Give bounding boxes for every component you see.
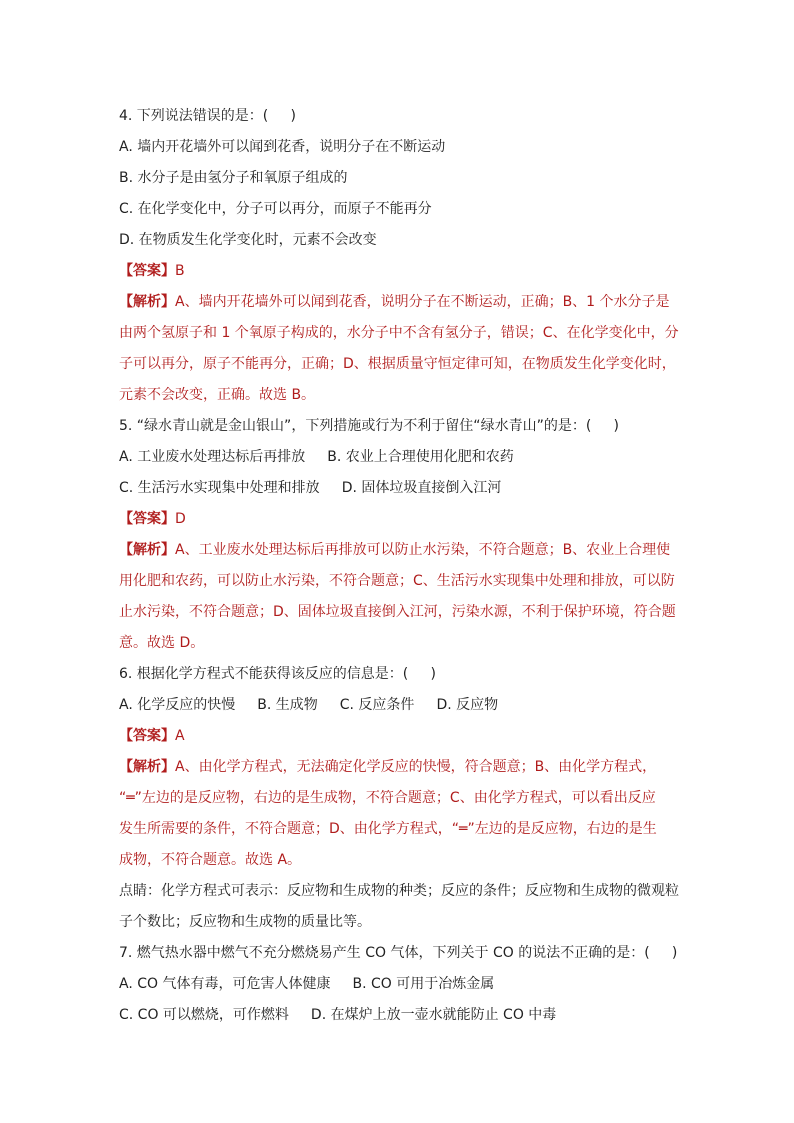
q6-note-line-2: 子个数比；反应物和生成物的质量比等。 bbox=[119, 914, 371, 930]
q7-stem: 7. 燃气热水器中燃气不充分燃烧易产生 CO 气体，下列关于 CO 的说法不正确的是：( ) bbox=[119, 945, 678, 961]
q7-option-b: B. CO 可用于冶炼金属 bbox=[352, 976, 495, 992]
q4-stem: 4. 下列说法错误的是：( ) bbox=[119, 108, 296, 124]
q4-analysis-line-3: 子可以再分，原子不能再分，正确；D、根据质量守恒定律可知，在物质发生化学变化时， bbox=[119, 356, 676, 372]
question-content bbox=[119, 101, 679, 1031]
answer-tag: 【答案】 bbox=[119, 511, 175, 527]
q5-analysis-line-3: 止水污染，不符合题意；D、固体垃圾直接倒入江河，污染水源，不利于保护环境，符合题 bbox=[119, 604, 676, 620]
q6-stem: 6. 根据化学方程式不能获得该反应的信息是：( ) bbox=[119, 666, 436, 682]
q6-option-c: C. 反应条件 bbox=[339, 697, 415, 713]
q6-analysis-line-4: 成物，不符合题意。故选 A。 bbox=[119, 852, 302, 868]
q7-options-row-1 bbox=[119, 969, 679, 1000]
q5-analysis-line-4: 意。故选 D。 bbox=[119, 635, 205, 651]
q4-option-a: A. 墙内开花墙外可以闻到花香，说明分子在不断运动 bbox=[119, 139, 446, 155]
q5-option-b: B. 农业上合理使用化肥和农药 bbox=[327, 449, 514, 465]
answer-value: A bbox=[175, 728, 185, 744]
q5-analysis-line-1 bbox=[119, 535, 679, 566]
analysis-tag: 【解析】 bbox=[119, 759, 175, 775]
q5-stem: 5. “绿水青山就是金山银山”，下列措施或行为不利于留住“绿水青山”的是：( ) bbox=[119, 418, 619, 434]
q5-answer bbox=[119, 504, 679, 535]
q7-options-row-2 bbox=[119, 1000, 679, 1031]
q5-options-row-1 bbox=[119, 442, 679, 473]
q7-option-d: D. 在煤炉上放一壶水就能防止 CO 中毒 bbox=[310, 1007, 557, 1023]
analysis-text: A、由化学方程式，无法确定化学反应的快慢，符合题意；B、由化学方程式， bbox=[175, 759, 657, 775]
q7-option-c: C. CO 可以燃烧，可作燃料 bbox=[119, 1007, 289, 1023]
answer-value: B bbox=[175, 263, 185, 279]
answer-tag: 【答案】 bbox=[119, 263, 175, 279]
q4-option-d: D. 在物质发生化学变化时，元素不会改变 bbox=[119, 232, 377, 248]
q5-option-d: D. 固体垃圾直接倒入江河 bbox=[341, 480, 502, 496]
analysis-tag: 【解析】 bbox=[119, 542, 175, 558]
q4-option-b: B. 水分子是由氢分子和氧原子组成的 bbox=[119, 170, 348, 186]
answer-value: D bbox=[175, 511, 186, 527]
q4-analysis-line-4: 元素不会改变，正确。故选 B。 bbox=[119, 387, 316, 403]
q6-option-d: D. 反应物 bbox=[436, 697, 499, 713]
q5-analysis-line-2: 用化肥和农药，可以防止水污染，不符合题意；C、生活污水实现集中处理和排放，可以防 bbox=[119, 573, 675, 589]
q4-analysis-line-1 bbox=[119, 287, 679, 318]
q6-option-a: A. 化学反应的快慢 bbox=[119, 697, 236, 713]
analysis-text: A、墙内开花墙外可以闻到花香，说明分子在不断运动，正确；B、1 个水分子是 bbox=[175, 294, 670, 310]
q6-analysis-line-1 bbox=[119, 752, 679, 783]
q6-option-b: B. 生成物 bbox=[257, 697, 318, 713]
analysis-tag: 【解析】 bbox=[119, 294, 175, 310]
answer-tag: 【答案】 bbox=[119, 728, 175, 744]
q6-analysis-line-3: 发生所需要的条件，不符合题意；D、由化学方程式，“═”左边的是反应物，右边的是生 bbox=[119, 821, 657, 837]
q6-answer bbox=[119, 721, 679, 752]
q4-option-c: C. 在化学变化中，分子可以再分，而原子不能再分 bbox=[119, 201, 432, 217]
q4-answer bbox=[119, 256, 679, 287]
q5-option-c: C. 生活污水实现集中处理和排放 bbox=[119, 480, 320, 496]
q4-analysis-line-2: 由两个氢原子和 1 个氧原子构成的，水分子中不含有氢分子，错误；C、在化学变化中，分 bbox=[119, 325, 679, 341]
q5-option-a: A. 工业废水处理达标后再排放 bbox=[119, 449, 306, 465]
q7-option-a: A. CO 气体有毒，可危害人体健康 bbox=[119, 976, 331, 992]
q6-options-row bbox=[119, 690, 679, 721]
analysis-text: A、工业废水处理达标后再排放可以防止水污染，不符合题意；B、农业上合理使 bbox=[175, 542, 671, 558]
q6-note-line-1: 点睛：化学方程式可表示：反应物和生成物的种类；反应的条件；反应物和生成物的微观粒 bbox=[119, 883, 679, 899]
q6-analysis-line-2: “═”左边的是反应物，右边的是生成物，不符合题意；C、由化学方程式，可以看出反应 bbox=[119, 790, 656, 806]
q5-options-row-2 bbox=[119, 473, 679, 504]
